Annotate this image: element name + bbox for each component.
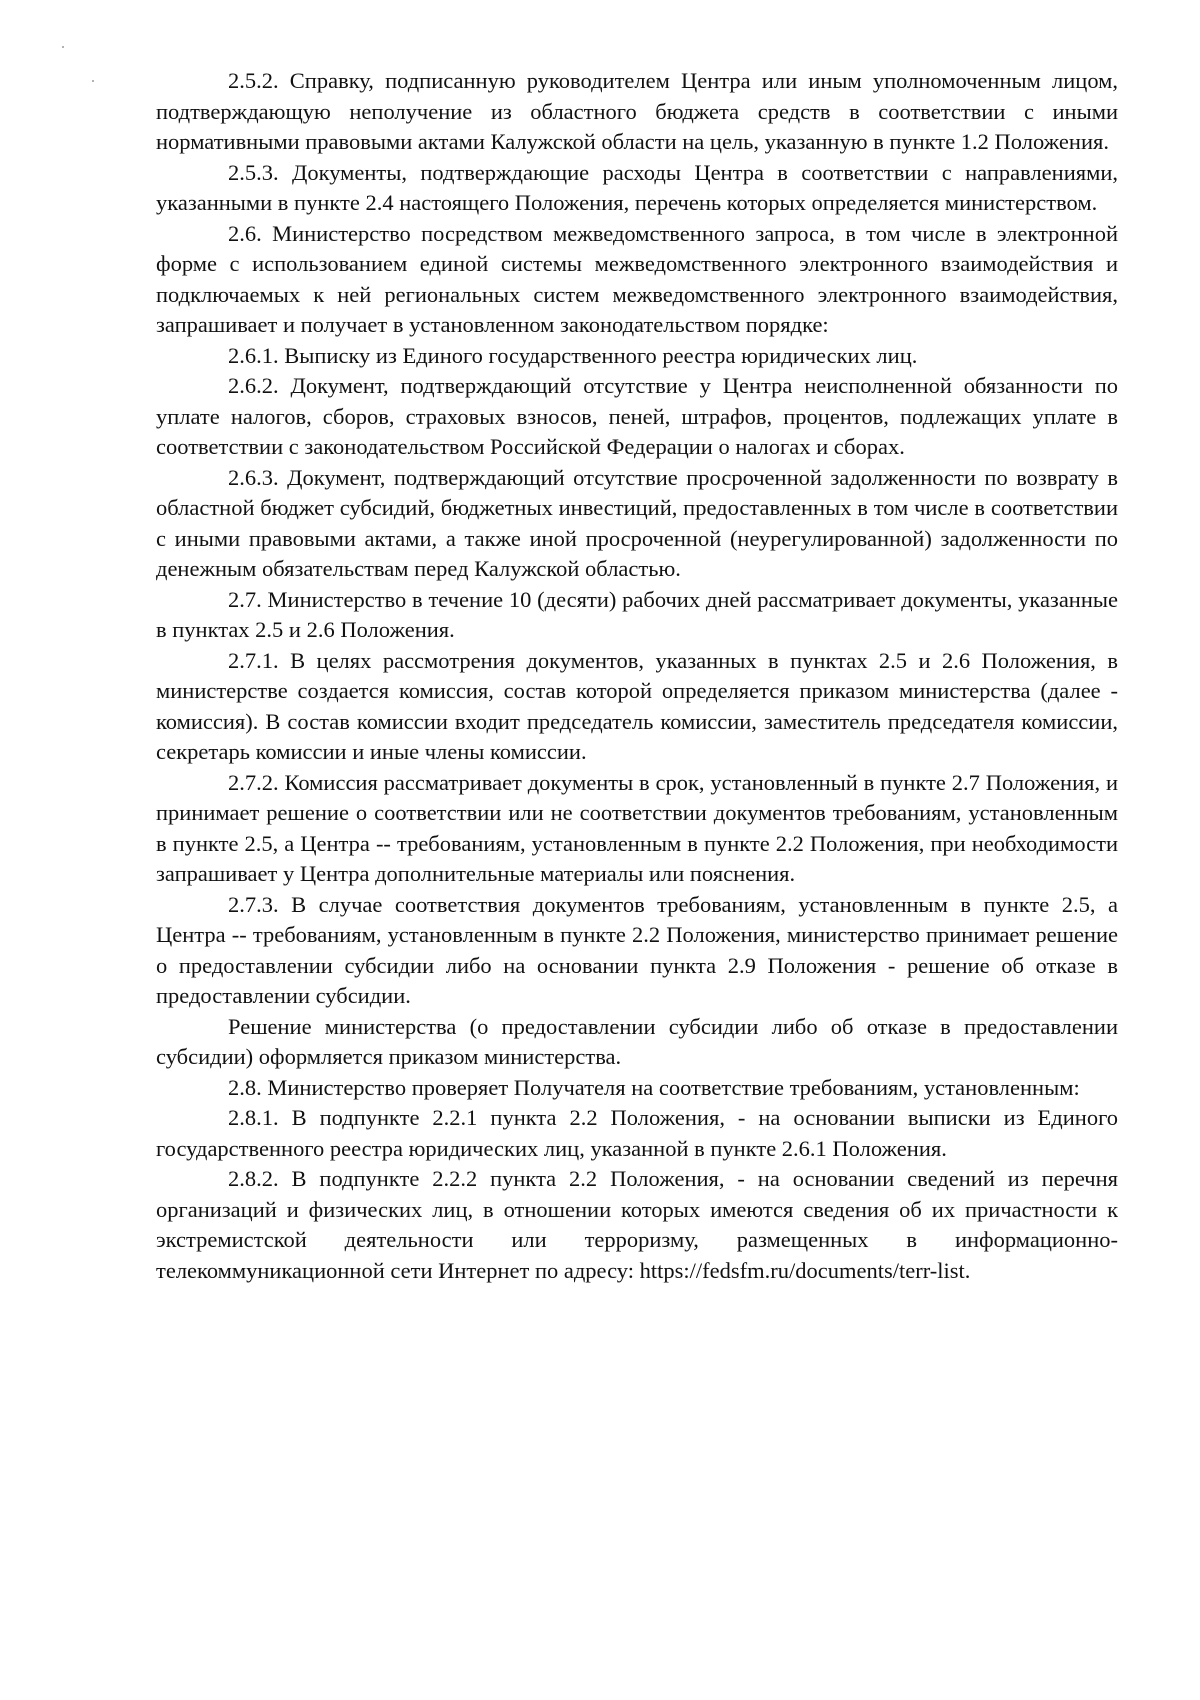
scan-speck xyxy=(92,80,94,82)
paragraph-2-6-1: 2.6.1. Выписку из Единого государственного реестра юридических лиц. xyxy=(228,342,918,368)
paragraph-2-5-3: 2.5.3. Документы, подтверждающие расходы Центра в соответствии с направлениями, указанными в пункте 2.4 настоящего Положения, перечень которых определяется министерством. xyxy=(156,159,1118,215)
document-page xyxy=(156,66,1118,1286)
paragraph-2-8-2: 2.8.2. В подпункте 2.2.2 пункта 2.2 Положения, - на основании сведений из перечня организаций и физических лиц, в отношении которых имеются сведения об их причастности к экстремистской деятельности или терроризму, размещенных в информационно-телекоммуникационной сети Интернет по адресу: https://fedsfm.ru/documents/terr-list. xyxy=(156,1166,1118,1283)
paragraph-2-6-3: 2.6.3. Документ, подтверждающий отсутствие просроченной задолженности по возврату в областной бюджет субсидий, бюджетных инвестиций, предоставленных в том числе в соответствии с иными правовыми актами, а также иной просроченной (неурегулированной) задолженности по денежным обязательствам перед Калужской областью. xyxy=(156,464,1118,581)
paragraph-2-6: 2.6. Министерство посредством межведомственного запроса, в том числе в электронной форме с использованием единой системы межведомственного электронного взаимодействия и подключаемых к ней региональных систем межведомственного электронного взаимодействия, запрашивает и получает в установленном законодательством порядке: xyxy=(156,220,1118,337)
paragraph-2-7-3: 2.7.3. В случае соответствия документов требованиям, установленным в пункте 2.5, а Центра -- требованиям, установленным в пункте 2.2 Положения, министерство принимает решение о предоставлении субсидии либо на основании пункта 2.9 Положения - решение об отказе в предоставлении субсидии. xyxy=(156,891,1118,1008)
paragraph-2-7-2: 2.7.2. Комиссия рассматривает документы в срок, установленный в пункте 2.7 Положения, и принимает решение о соответствии или не соответствии документов требованиям, установленным в пункте 2.5, а Центра -- требованиям, установленным в пункте 2.2 Положения, при необходимости запрашивает у Центра дополнительные материалы или пояснения. xyxy=(156,769,1118,886)
paragraph-2-6-2: 2.6.2. Документ, подтверждающий отсутствие у Центра неисполненной обязанности по уплате налогов, сборов, страховых взносов, пеней, штрафов, процентов, подлежащих уплате в соответствии с законодательством Российской Федерации о налогах и сборах. xyxy=(156,373,1118,459)
paragraph-2-7: 2.7. Министерство в течение 10 (десяти) рабочих дней рассматривает документы, указанные в пунктах 2.5 и 2.6 Положения. xyxy=(156,586,1118,642)
paragraph-2-7-1: 2.7.1. В целях рассмотрения документов, указанных в пунктах 2.5 и 2.6 Положения, в министерстве создается комиссия, состав которой определяется приказом министерства (далее - комиссия). В состав комиссии входит председатель комиссии, заместитель председателя комиссии, секретарь комиссии и иные члены комиссии. xyxy=(156,647,1118,764)
paragraph-decision: Решение министерства (о предоставлении субсидии либо об отказе в предоставлении субсидии) оформляется приказом министерства. xyxy=(156,1013,1118,1069)
scan-speck xyxy=(62,46,64,48)
paragraph-2-8: 2.8. Министерство проверяет Получателя на соответствие требованиям, установленным: xyxy=(228,1074,1080,1100)
paragraph-2-8-1: 2.8.1. В подпункте 2.2.1 пункта 2.2 Положения, - на основании выписки из Единого государственного реестра юридических лиц, указанной в пункте 2.6.1 Положения. xyxy=(156,1105,1118,1161)
paragraph-2-5-2: 2.5.2. Справку, подписанную руководителем Центра или иным уполномоченным лицом, подтверждающую неполучение из областного бюджета средств в соответствии с иными нормативными правовыми актами Калужской области на цель, указанную в пункте 1.2 Положения. xyxy=(156,68,1118,154)
